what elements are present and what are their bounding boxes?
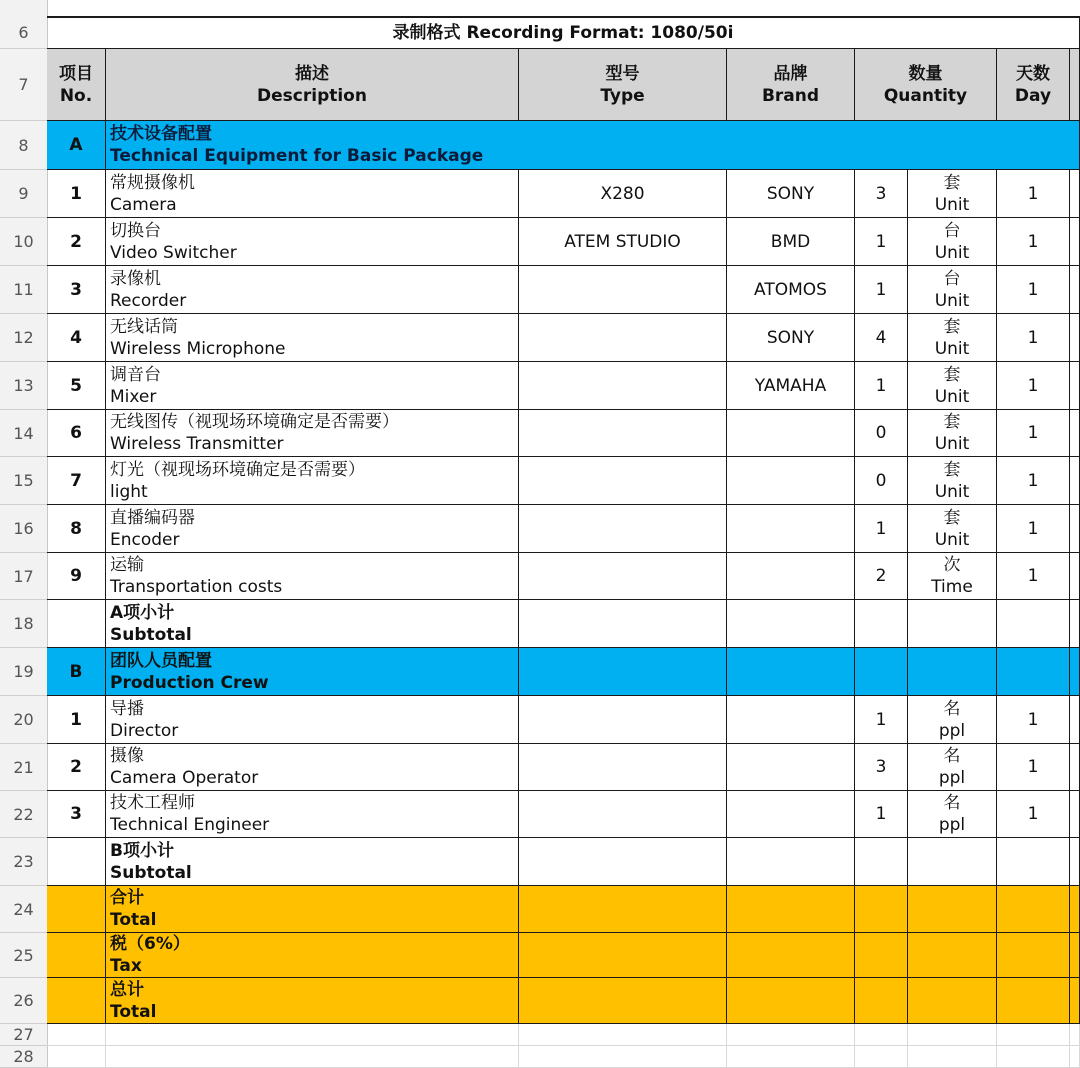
- item-unit[interactable]: [908, 170, 997, 218]
- item-unit[interactable]: [908, 696, 997, 744]
- item-quantity[interactable]: 3: [855, 744, 908, 791]
- empty-cell[interactable]: [1070, 1046, 1080, 1068]
- row-number[interactable]: 26: [0, 978, 47, 1024]
- row-number[interactable]: 6: [0, 17, 47, 49]
- cell-line: Total: [110, 910, 157, 930]
- item-brand[interactable]: ATOMOS: [727, 266, 855, 314]
- row-number[interactable]: 22: [0, 791, 47, 838]
- item-quantity[interactable]: 1: [855, 505, 908, 553]
- row-number[interactable]: 27: [0, 1024, 47, 1046]
- section-b-code[interactable]: B: [47, 648, 106, 696]
- empty-cell[interactable]: [47, 1024, 106, 1046]
- subtotal-no[interactable]: [47, 838, 106, 886]
- item-no[interactable]: 6: [47, 410, 106, 457]
- item-description[interactable]: [106, 505, 519, 553]
- cell-line: 录像机: [110, 268, 161, 289]
- item-unit[interactable]: [908, 362, 997, 410]
- total-empty-cell[interactable]: [997, 978, 1070, 1024]
- row-number[interactable]: 7: [0, 49, 47, 121]
- header-brand[interactable]: [727, 49, 855, 121]
- item-description[interactable]: [106, 410, 519, 457]
- cell-line: Subtotal: [110, 624, 192, 645]
- cell-line: 合计: [110, 888, 144, 908]
- total-no[interactable]: [47, 933, 106, 978]
- item-description[interactable]: [106, 314, 519, 362]
- item-extra[interactable]: [1070, 505, 1080, 553]
- item-quantity[interactable]: 2: [855, 553, 908, 600]
- total-empty-cell[interactable]: [727, 978, 855, 1024]
- item-extra[interactable]: [1070, 314, 1080, 362]
- item-unit[interactable]: [908, 744, 997, 791]
- cell-line: 名: [943, 698, 961, 719]
- item-unit[interactable]: [908, 218, 997, 266]
- total-empty-cell[interactable]: [855, 886, 908, 933]
- item-description[interactable]: [106, 218, 519, 266]
- item-description[interactable]: [106, 696, 519, 744]
- total-empty-cell[interactable]: [908, 886, 997, 933]
- row-number[interactable]: 28: [0, 1046, 47, 1068]
- cell-line: 项目: [59, 63, 93, 84]
- header-type[interactable]: [519, 49, 727, 121]
- subtotal-empty-cell[interactable]: [1070, 600, 1080, 648]
- empty-cell[interactable]: [106, 1046, 519, 1068]
- item-day[interactable]: 1: [997, 744, 1070, 791]
- format-line[interactable]: 录制格式 Recording Format: 1080/50i: [47, 17, 1080, 49]
- item-type[interactable]: X280: [519, 170, 727, 218]
- section-b-empty-cell[interactable]: [908, 648, 997, 696]
- subtotal-empty-cell[interactable]: [1070, 838, 1080, 886]
- item-description[interactable]: [106, 744, 519, 791]
- item-no[interactable]: 2: [47, 744, 106, 791]
- total-no[interactable]: [47, 886, 106, 933]
- empty-cell[interactable]: [47, 1046, 106, 1068]
- row-number[interactable]: 23: [0, 838, 47, 886]
- total-label[interactable]: [106, 933, 519, 978]
- section-a-title[interactable]: [106, 121, 1080, 170]
- cell-line: 团队人员配置: [110, 650, 212, 671]
- row-number[interactable]: 13: [0, 362, 47, 410]
- cell-line: 运输: [110, 555, 144, 575]
- cell-line: ppl: [938, 768, 966, 788]
- cell-line: Unit: [934, 481, 970, 502]
- item-type[interactable]: [519, 362, 727, 410]
- empty-cell[interactable]: [106, 1024, 519, 1046]
- item-day[interactable]: 1: [997, 362, 1070, 410]
- cell-line: Technical Engineer: [110, 815, 270, 835]
- subtotal-empty-cell[interactable]: [519, 600, 727, 648]
- item-type[interactable]: [519, 696, 727, 744]
- item-no[interactable]: 3: [47, 266, 106, 314]
- empty-cell[interactable]: [997, 1046, 1070, 1068]
- item-no[interactable]: 2: [47, 218, 106, 266]
- item-quantity[interactable]: 1: [855, 266, 908, 314]
- empty-cell[interactable]: [855, 1046, 908, 1068]
- total-empty-cell[interactable]: [727, 933, 855, 978]
- cell-line: Production Crew: [110, 672, 269, 693]
- cell-line: Unit: [934, 242, 970, 263]
- row-number[interactable]: 8: [0, 121, 47, 170]
- item-day[interactable]: 1: [997, 696, 1070, 744]
- row-number[interactable]: 24: [0, 886, 47, 933]
- cell-line: 技术工程师: [110, 793, 195, 813]
- item-description[interactable]: [106, 457, 519, 505]
- cell-line: Unit: [934, 529, 970, 550]
- item-brand[interactable]: [727, 410, 855, 457]
- item-description[interactable]: [106, 553, 519, 600]
- item-extra[interactable]: [1070, 170, 1080, 218]
- empty-cell[interactable]: [1070, 1024, 1080, 1046]
- cell-line: ppl: [938, 815, 966, 835]
- cell-line: Unit: [934, 338, 970, 359]
- total-empty-cell[interactable]: [997, 933, 1070, 978]
- cell-line: Technical Equipment for Basic Package: [110, 146, 484, 166]
- item-extra[interactable]: [1070, 791, 1080, 838]
- total-empty-cell[interactable]: [908, 978, 997, 1024]
- empty-cell[interactable]: [519, 1046, 727, 1068]
- item-type[interactable]: [519, 266, 727, 314]
- total-label[interactable]: [106, 886, 519, 933]
- item-brand[interactable]: [727, 457, 855, 505]
- empty-cell[interactable]: [727, 1024, 855, 1046]
- item-brand[interactable]: [727, 791, 855, 838]
- item-brand[interactable]: [727, 505, 855, 553]
- cell-line: 天数: [1016, 63, 1050, 84]
- cell-line: A项小计: [110, 602, 175, 623]
- total-empty-cell[interactable]: [997, 886, 1070, 933]
- cell-line: 无线话筒: [110, 316, 178, 337]
- cell-line: Video Switcher: [110, 242, 237, 263]
- empty-cell[interactable]: [908, 1024, 997, 1046]
- subtotal-empty-cell[interactable]: [519, 838, 727, 886]
- cell-line: 型号: [605, 63, 640, 84]
- subtotal-empty-cell[interactable]: [997, 600, 1070, 648]
- total-label[interactable]: [106, 978, 519, 1024]
- cell-line: Total: [110, 1001, 157, 1022]
- row-number[interactable]: 15: [0, 457, 47, 505]
- cell-line: 套: [943, 412, 961, 432]
- item-extra[interactable]: [1070, 457, 1080, 505]
- cell-line: 品牌: [773, 63, 808, 84]
- item-extra[interactable]: [1070, 410, 1080, 457]
- section-b-title[interactable]: [106, 648, 519, 696]
- empty-cell[interactable]: [997, 1024, 1070, 1046]
- cell-line: Unit: [934, 434, 970, 454]
- cell-line: 总计: [110, 979, 144, 1000]
- item-quantity[interactable]: 1: [855, 696, 908, 744]
- item-no[interactable]: 1: [47, 696, 106, 744]
- cell-line: Subtotal: [110, 862, 192, 883]
- subtotal-empty-cell[interactable]: [727, 838, 855, 886]
- item-brand[interactable]: [727, 553, 855, 600]
- item-quantity[interactable]: 1: [855, 362, 908, 410]
- item-no[interactable]: 1: [47, 170, 106, 218]
- item-quantity[interactable]: 3: [855, 170, 908, 218]
- header-extra[interactable]: [1070, 49, 1080, 121]
- item-brand[interactable]: SONY: [727, 314, 855, 362]
- item-unit[interactable]: [908, 457, 997, 505]
- row-number[interactable]: 9: [0, 170, 47, 218]
- item-day[interactable]: 1: [997, 170, 1070, 218]
- total-empty-cell[interactable]: [855, 933, 908, 978]
- cell-line: Transportation costs: [110, 577, 283, 597]
- item-type[interactable]: [519, 410, 727, 457]
- cell-line: 名: [943, 793, 961, 813]
- item-day[interactable]: 1: [997, 791, 1070, 838]
- item-unit[interactable]: [908, 266, 997, 314]
- cell-line: B项小计: [110, 840, 174, 861]
- row-number[interactable]: 10: [0, 218, 47, 266]
- cell-line: Wireless Transmitter: [110, 434, 284, 454]
- cell-line: 摄像: [110, 746, 144, 766]
- item-no[interactable]: 7: [47, 457, 106, 505]
- empty-cell[interactable]: [727, 1046, 855, 1068]
- item-unit[interactable]: [908, 410, 997, 457]
- cell-line: 次: [943, 555, 961, 575]
- item-description[interactable]: [106, 266, 519, 314]
- section-b-empty-cell[interactable]: [997, 648, 1070, 696]
- cell-line: Camera: [110, 194, 177, 215]
- item-no[interactable]: 4: [47, 314, 106, 362]
- row-number[interactable]: 11: [0, 266, 47, 314]
- cell-line: 灯光（视现场环境确定是否需要）: [110, 459, 365, 480]
- row-number[interactable]: 17: [0, 553, 47, 600]
- cell-line: 名: [943, 746, 961, 766]
- total-empty-cell[interactable]: [1070, 978, 1080, 1024]
- item-brand[interactable]: [727, 744, 855, 791]
- cell-line: 台: [943, 268, 961, 289]
- item-day[interactable]: 1: [997, 553, 1070, 600]
- subtotal-empty-cell[interactable]: [855, 838, 908, 886]
- subtotal-a-label[interactable]: [106, 600, 519, 648]
- cell-line: 描述: [295, 63, 329, 84]
- row-number[interactable]: 20: [0, 696, 47, 744]
- item-quantity[interactable]: 4: [855, 314, 908, 362]
- cell-line: 切换台: [110, 220, 161, 241]
- item-day[interactable]: 1: [997, 505, 1070, 553]
- cell-line: 导播: [110, 698, 144, 719]
- item-no[interactable]: 8: [47, 505, 106, 553]
- cell-line: Camera Operator: [110, 768, 259, 788]
- item-day[interactable]: 1: [997, 410, 1070, 457]
- cell-line: Director: [110, 720, 179, 741]
- cell-line: 数量: [908, 63, 943, 84]
- item-extra[interactable]: [1070, 696, 1080, 744]
- section-a-code[interactable]: A: [47, 121, 106, 170]
- item-unit[interactable]: [908, 505, 997, 553]
- item-quantity[interactable]: 0: [855, 457, 908, 505]
- subtotal-no[interactable]: [47, 600, 106, 648]
- section-b-empty-cell[interactable]: [519, 648, 727, 696]
- item-extra[interactable]: [1070, 266, 1080, 314]
- item-quantity[interactable]: 0: [855, 410, 908, 457]
- total-empty-cell[interactable]: [1070, 886, 1080, 933]
- cell-line: 直播编码器: [110, 507, 195, 528]
- cell-line: light: [110, 481, 148, 502]
- cell-line: 常规摄像机: [110, 172, 195, 193]
- item-brand[interactable]: YAMAHA: [727, 362, 855, 410]
- cell-line: 台: [943, 220, 961, 241]
- item-no[interactable]: 9: [47, 553, 106, 600]
- header-no[interactable]: [47, 49, 106, 121]
- item-unit[interactable]: [908, 553, 997, 600]
- total-empty-cell[interactable]: [519, 978, 727, 1024]
- cell-line: 调音台: [110, 364, 161, 385]
- item-quantity[interactable]: 1: [855, 218, 908, 266]
- cell-line: Description: [257, 85, 367, 106]
- total-empty-cell[interactable]: [519, 886, 727, 933]
- section-b-empty-cell[interactable]: [1070, 648, 1080, 696]
- subtotal-empty-cell[interactable]: [908, 600, 997, 648]
- subtotal-empty-cell[interactable]: [997, 838, 1070, 886]
- total-empty-cell[interactable]: [855, 978, 908, 1024]
- item-extra[interactable]: [1070, 553, 1080, 600]
- total-no[interactable]: [47, 978, 106, 1024]
- item-extra[interactable]: [1070, 218, 1080, 266]
- cell-line: 税（6%）: [110, 934, 190, 954]
- subtotal-empty-cell[interactable]: [908, 838, 997, 886]
- cell-line: Encoder: [110, 529, 180, 550]
- item-brand[interactable]: [727, 696, 855, 744]
- empty-cell[interactable]: [908, 1046, 997, 1068]
- section-b-empty-cell[interactable]: [727, 648, 855, 696]
- cell-line: 套: [943, 507, 961, 528]
- row-number[interactable]: 14: [0, 410, 47, 457]
- row-number[interactable]: 21: [0, 744, 47, 791]
- cell-line: Mixer: [110, 386, 157, 407]
- item-extra[interactable]: [1070, 362, 1080, 410]
- item-type[interactable]: [519, 744, 727, 791]
- item-day[interactable]: 1: [997, 218, 1070, 266]
- row-number[interactable]: 12: [0, 314, 47, 362]
- total-empty-cell[interactable]: [908, 933, 997, 978]
- cell-line: Recorder: [110, 290, 187, 311]
- section-b-empty-cell[interactable]: [855, 648, 908, 696]
- cell-line: 套: [943, 364, 961, 385]
- cell-line: Unit: [934, 194, 970, 215]
- cell-line: ppl: [938, 720, 966, 741]
- item-type[interactable]: [519, 553, 727, 600]
- cell-line: Day: [1014, 85, 1052, 106]
- item-no[interactable]: 5: [47, 362, 106, 410]
- cell-line: Unit: [934, 386, 970, 407]
- item-type[interactable]: [519, 457, 727, 505]
- item-unit[interactable]: [908, 314, 997, 362]
- item-brand[interactable]: BMD: [727, 218, 855, 266]
- item-description[interactable]: [106, 362, 519, 410]
- row-number[interactable]: 19: [0, 648, 47, 696]
- cell-line: Tax: [110, 956, 142, 976]
- cell-line: Quantity: [883, 85, 968, 106]
- item-day[interactable]: 1: [997, 314, 1070, 362]
- item-type[interactable]: ATEM STUDIO: [519, 218, 727, 266]
- header-day[interactable]: [997, 49, 1070, 121]
- subtotal-empty-cell[interactable]: [855, 600, 908, 648]
- header-description[interactable]: [106, 49, 519, 121]
- empty-cell[interactable]: [855, 1024, 908, 1046]
- item-quantity[interactable]: 1: [855, 791, 908, 838]
- cell-line: 套: [943, 172, 961, 193]
- item-description[interactable]: [106, 791, 519, 838]
- empty-cell[interactable]: [519, 1024, 727, 1046]
- total-empty-cell[interactable]: [519, 933, 727, 978]
- total-empty-cell[interactable]: [727, 886, 855, 933]
- cell-line: Type: [600, 85, 645, 106]
- cell-line: No.: [59, 85, 93, 106]
- cell-line: Unit: [934, 290, 970, 311]
- row-number[interactable]: 16: [0, 505, 47, 553]
- item-brand[interactable]: SONY: [727, 170, 855, 218]
- cell-line: Wireless Microphone: [110, 338, 286, 359]
- cell-line: Time: [931, 577, 973, 597]
- cell-line: 无线图传（视现场环境确定是否需要）: [110, 412, 399, 432]
- item-type[interactable]: [519, 314, 727, 362]
- item-day[interactable]: 1: [997, 457, 1070, 505]
- item-description[interactable]: [106, 170, 519, 218]
- row-number[interactable]: 25: [0, 933, 47, 978]
- cell-line: Brand: [761, 85, 820, 106]
- partial-title-row: [47, 0, 1080, 18]
- item-type[interactable]: [519, 505, 727, 553]
- cell-line: 套: [943, 316, 961, 337]
- item-type[interactable]: [519, 791, 727, 838]
- total-empty-cell[interactable]: [1070, 933, 1080, 978]
- item-day[interactable]: 1: [997, 266, 1070, 314]
- header-quantity[interactable]: [855, 49, 997, 121]
- cell-line: 技术设备配置: [110, 124, 212, 144]
- item-extra[interactable]: [1070, 744, 1080, 791]
- subtotal-empty-cell[interactable]: [727, 600, 855, 648]
- row-number[interactable]: 18: [0, 600, 47, 648]
- item-unit[interactable]: [908, 791, 997, 838]
- item-no[interactable]: 3: [47, 791, 106, 838]
- cell-line: 套: [943, 459, 961, 480]
- subtotal-b-label[interactable]: [106, 838, 519, 886]
